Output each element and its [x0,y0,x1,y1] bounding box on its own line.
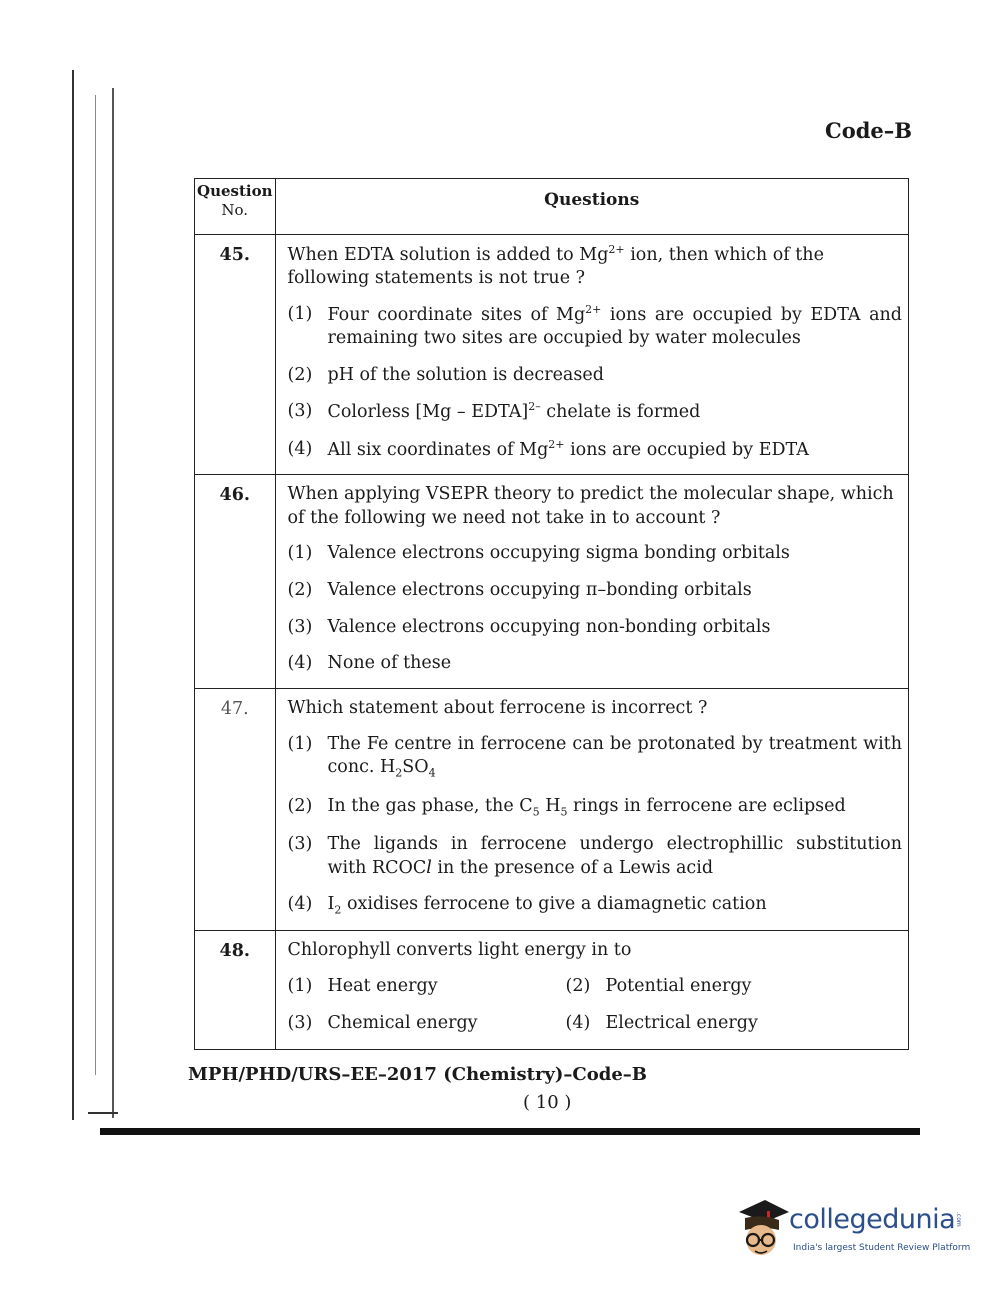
logo-wordmark: collegedunia [789,1204,956,1235]
option-number: (1) [287,303,313,324]
stem-text: ion, then which of the following statements is not true ? [287,244,824,288]
option-text-part: in the presence of a Lewis acid [431,857,714,878]
questions-table [194,178,909,1050]
scan-margin-line [95,95,96,1075]
option-text: Potential energy [605,976,752,997]
option-2 [288,364,903,388]
option-text-part: The Fe centre in ferrocene can be protonated by treatment with conc. H [327,733,902,778]
option-1 [288,542,903,566]
header-no-line1: Question [197,182,273,200]
option-number: (3) [287,401,313,422]
question-row-48 [195,931,909,1050]
option-text: None of these [327,653,452,674]
option-text: Valence electrons occupying π–bonding orbitals [327,580,752,601]
option-superscript: 2– [528,400,541,414]
option-text-part: Four coordinate sites of Mg [327,304,586,325]
option-text-part: Colorless [Mg – EDTA] [327,402,529,423]
option-subscript: 4 [428,766,436,780]
option-3 [288,400,903,424]
option-number: (3) [287,1012,313,1033]
option-italic: l [426,857,432,878]
option-4 [566,1012,903,1036]
option-2 [288,795,903,820]
header-no-line2: No. [221,200,249,219]
option-1 [288,733,903,782]
option-number: (1) [287,543,313,564]
option-text: Heat energy [327,976,438,997]
question-number: 45. [195,234,276,475]
option-3 [288,1012,566,1036]
question-number: 46. [195,475,276,689]
option-number: (3) [287,833,313,854]
option-number: (3) [287,616,313,637]
option-text-part: H [539,795,561,816]
header-question-no [195,179,276,235]
option-text [328,400,903,424]
option-text [328,438,903,462]
page-number: ( 10 ) [523,1092,572,1113]
option-text: Chemical energy [327,1012,478,1033]
question-number: 48. [195,931,276,1050]
code-label: Code–B [825,118,913,143]
stem-superscript: 2+ [608,242,625,256]
option-number: (1) [287,976,313,997]
collegedunia-logo[interactable] [735,1196,971,1266]
option-2 [566,975,903,999]
exam-code-footer: MPH/PHD/URS–EE–2017 (Chemistry)–Code–B [188,1064,647,1085]
option-text-part: oxidises ferrocene to give a diamagnetic cation [341,894,767,915]
option-4 [288,438,903,462]
question-content [275,234,909,475]
option-3 [288,616,903,640]
option-superscript: 2+ [585,302,602,316]
scan-margin-line [88,1112,118,1114]
scan-margin-line [72,70,74,1120]
option-text-part: chelate is formed [540,402,701,423]
option-superscript: 2+ [548,437,565,451]
option-text-part: rings in ferrocene are eclipsed [567,795,846,816]
question-stem: When applying VSEPR theory to predict the molecular shape, which of the following we need not take in to account ? [287,484,894,528]
option-text [328,733,903,782]
option-number: (2) [287,364,313,385]
option-number: (2) [287,795,313,816]
option-number: (2) [565,976,591,997]
option-subscript: 2 [395,766,403,780]
question-stem [288,243,903,291]
logo-tagline: India's largest Student Review Platform [793,1243,971,1253]
option-number: (2) [287,580,313,601]
option-text-part: SO [402,757,429,778]
option-4 [288,652,903,676]
question-row-47 [195,688,909,931]
option-subscript: 5 [532,805,540,819]
option-number: (4) [287,653,313,674]
option-number: (1) [287,733,313,754]
option-1 [288,975,566,999]
question-row-46 [195,475,909,689]
stem-text: When EDTA solution is added to Mg [287,244,609,265]
option-text: Valence electrons occupying sigma bonding orbitals [327,543,790,564]
header-questions: Questions [275,179,909,235]
question-content [275,931,909,1050]
option-text: Electrical energy [605,1012,758,1033]
option-1 [288,303,903,351]
option-text-part: I [327,894,335,915]
option-text: pH of the solution is decreased [327,364,604,385]
option-text-part: ions are occupied by EDTA and remaining two sites are occupied by water molecules [327,304,902,349]
option-text [328,795,903,820]
option-text-part: The ligands in ferrocene undergo electrophillic substitution with RCOC [327,833,902,878]
option-text-part: All six coordinates of Mg [327,439,549,460]
table-header-row [195,179,909,235]
option-3 [288,833,903,880]
option-2 [288,579,903,603]
option-subscript: 5 [560,805,568,819]
question-number: 47. [195,688,276,931]
student-mascot-icon [735,1196,791,1260]
scan-margin-line [112,88,114,1118]
question-content [275,688,909,931]
option-text: Valence electrons occupying non-bonding orbitals [327,616,771,637]
question-row-45 [195,234,909,475]
option-number: (4) [565,1012,591,1033]
option-text-part: ions are occupied by EDTA [564,439,809,460]
option-number: (4) [287,894,313,915]
options-grid [288,975,903,1035]
question-stem: Chlorophyll converts light energy in to [287,940,632,961]
question-content [275,475,909,689]
option-subscript: 2 [334,903,342,917]
question-stem: Which statement about ferrocene is incorrect ? [287,697,708,718]
option-4 [288,893,903,918]
option-text [328,303,903,351]
option-text [328,833,903,880]
option-text-part: In the gas phase, the C [327,795,533,816]
logo-suffix: .com [955,1212,962,1227]
option-number: (4) [287,438,313,459]
option-text [328,893,903,918]
bottom-rule [100,1128,920,1135]
